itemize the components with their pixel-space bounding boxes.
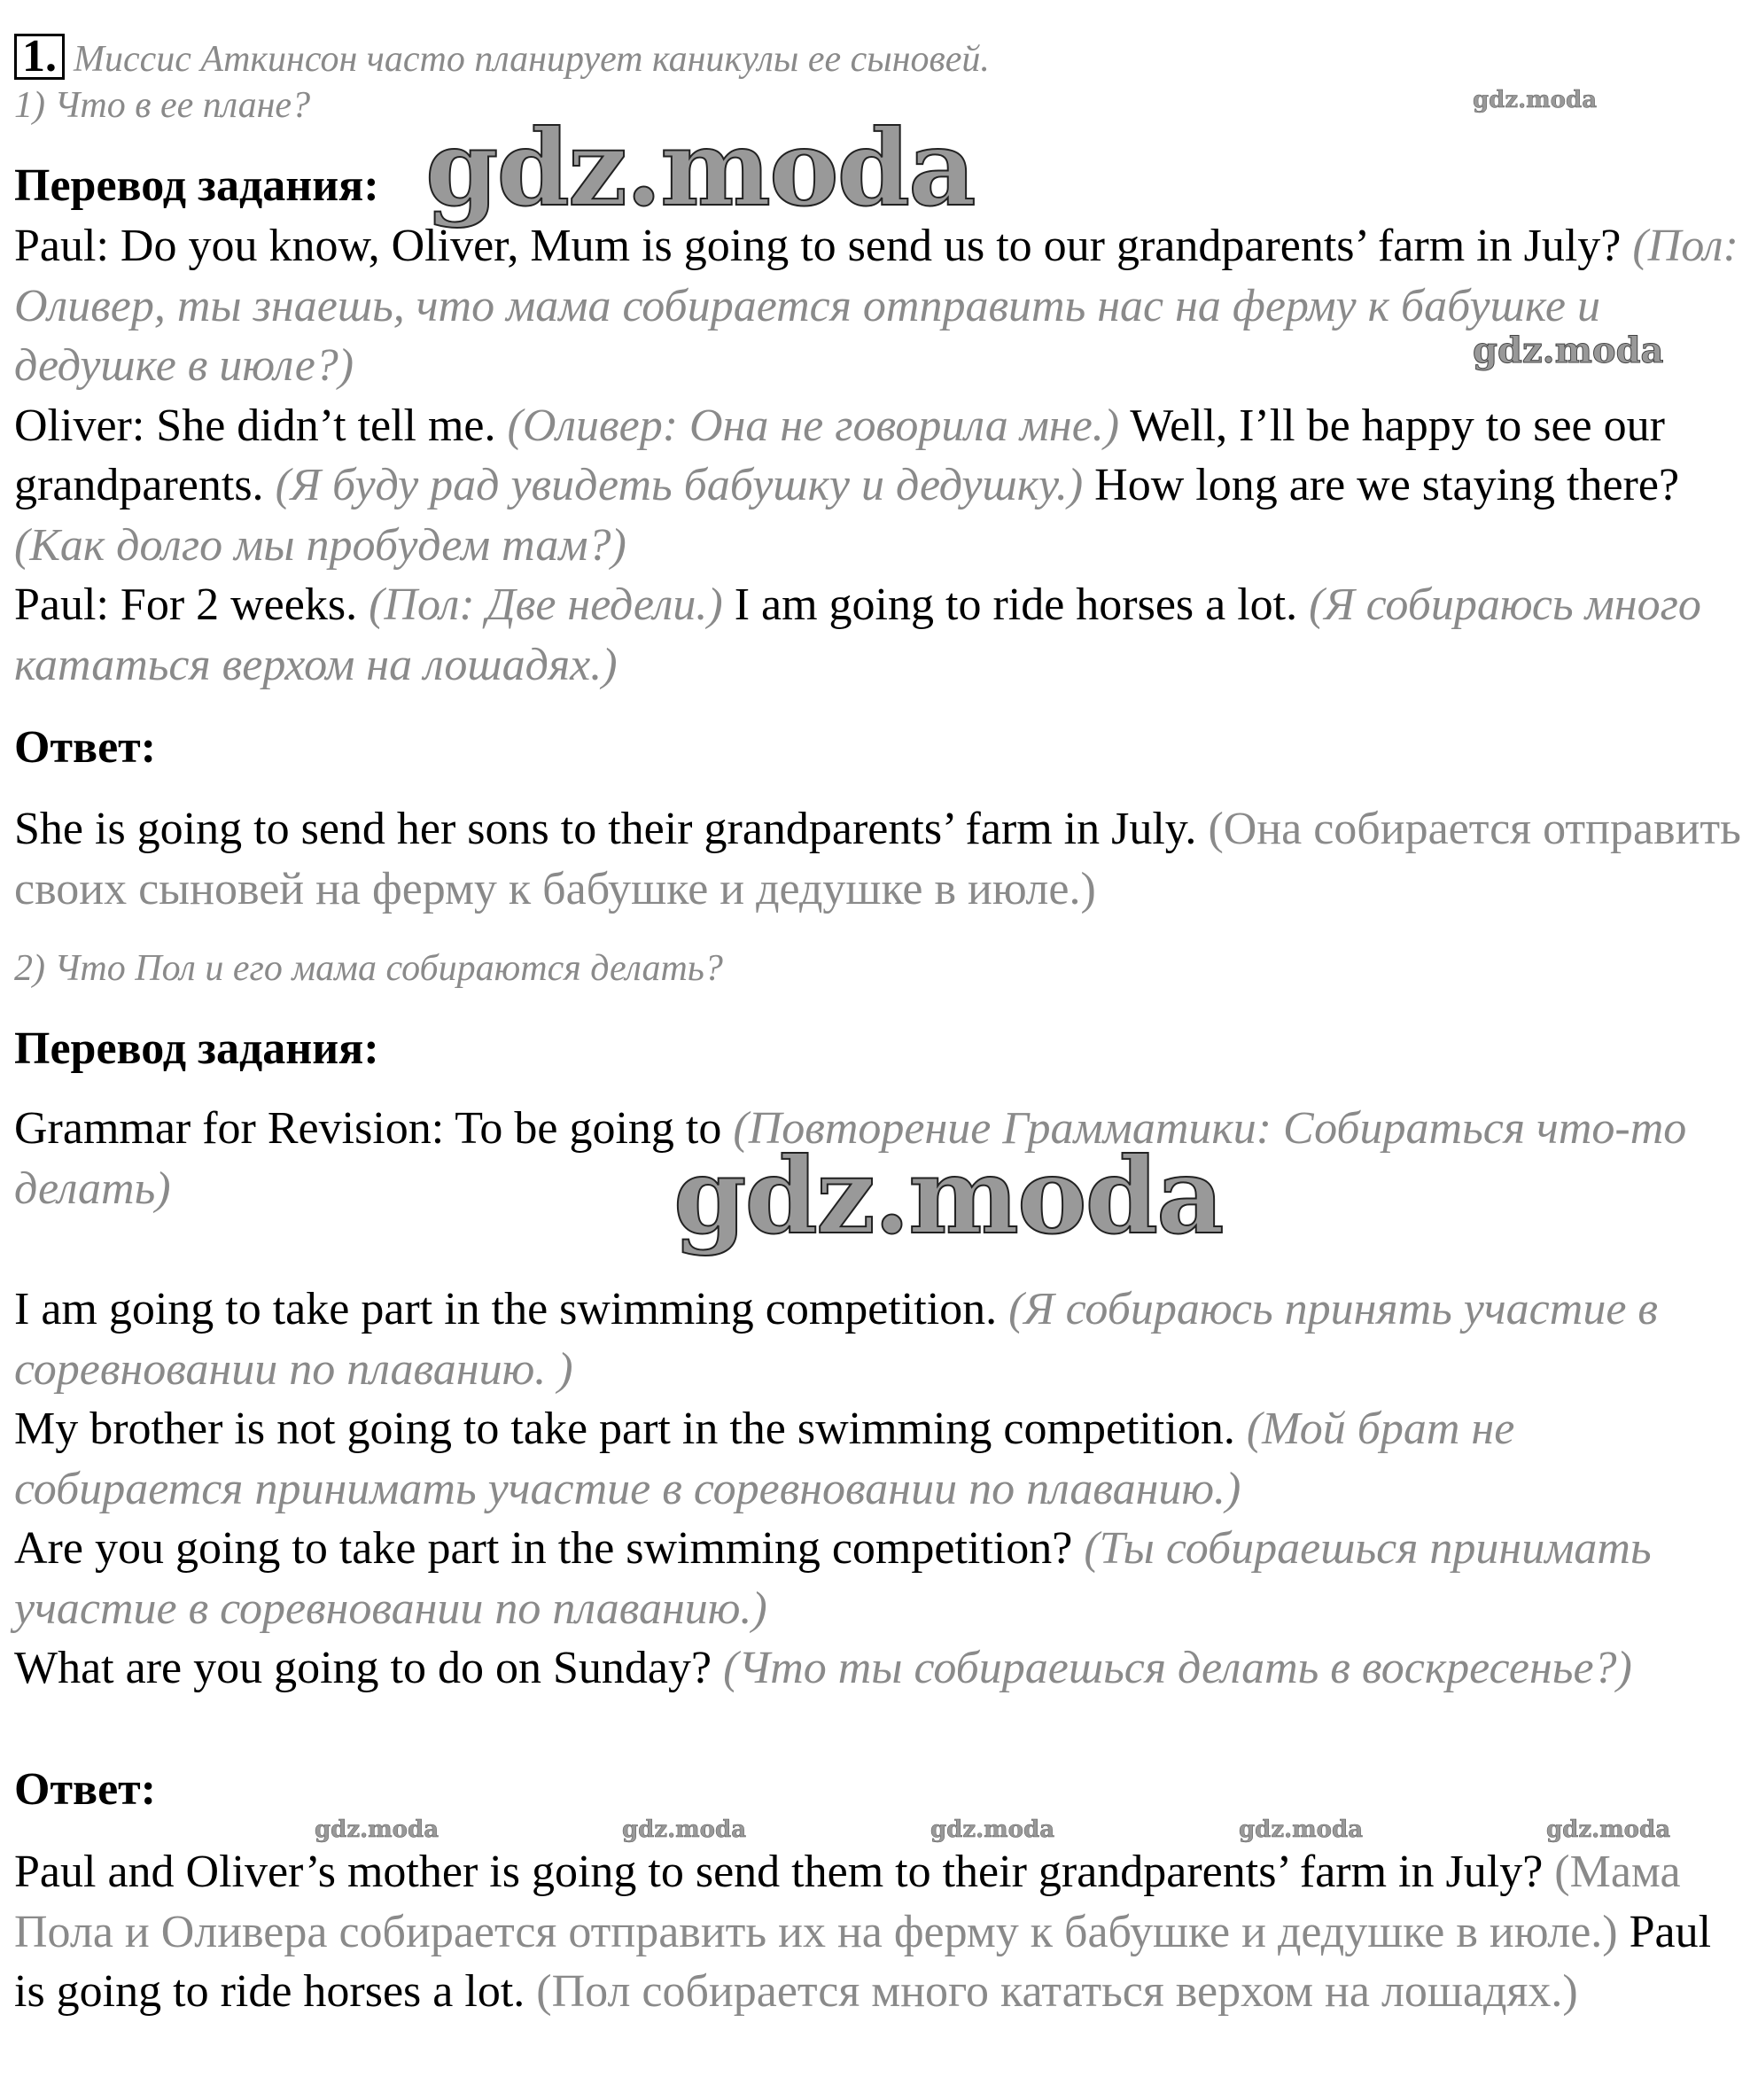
russian-translation: (Она собирается отправить своих сыновей на ферму к бабушке и дедушке в июле.) [14, 804, 1741, 914]
question-1: 1) Что в ее плане? [14, 85, 311, 126]
english-text: I am going to ride horses a lot. [734, 579, 1298, 630]
watermark-logo: gdz.moda [1546, 1816, 1671, 1843]
translation-heading-2: Перевод задания: [14, 1023, 379, 1074]
russian-translation: (Повторение Грамматики: Собираться что-то делать) [14, 1103, 1687, 1214]
russian-translation: (Что ты собираешься делать в воскресенье?) [723, 1643, 1632, 1693]
russian-translation: (Я собираюсь принять участие в соревновании по плаванию. ) [14, 1284, 1658, 1395]
russian-translation: (Я буду рад увидеть бабушку и дедушку.) [275, 460, 1084, 510]
answer-2 [14, 1842, 1751, 2022]
english-text: Paul: For 2 weeks. [14, 579, 358, 630]
answer-1 [14, 799, 1751, 919]
english-text: Grammar for Revision: To be going to [14, 1103, 722, 1154]
english-text: Paul is going to ride horses a lot. [14, 1906, 1712, 2017]
english-text: She is going to send her sons to their grandparents’ farm in July. [14, 804, 1197, 854]
translation-heading-1: Перевод задания: [14, 160, 379, 211]
dialogue-line [14, 396, 1751, 576]
english-text: Paul and Oliver’s mother is going to send them to their grandparents’ farm in July? [14, 1847, 1544, 1897]
example-line [14, 1399, 1751, 1519]
watermark-logo: gdz.moda [1239, 1816, 1364, 1843]
watermark-logo: gdz.moda [315, 1816, 440, 1843]
example-line [14, 1519, 1751, 1638]
question-2: 2) Что Пол и его мама собираются делать? [14, 948, 723, 989]
english-text: Oliver: She didn’t tell me. [14, 400, 496, 451]
example-line [14, 1638, 1751, 1699]
russian-translation: (Мой брат не собирается принимать участие в соревновании по плаванию.) [14, 1404, 1515, 1514]
english-text: My brother is not going to take part in the swimming competition. [14, 1404, 1235, 1454]
examples [14, 1279, 1751, 1699]
russian-translation: (Пол собирается много кататься верхом на лошадях.) [536, 1966, 1578, 2017]
answer-heading-2: Ответ: [14, 1764, 157, 1815]
watermark-logo: gdz.moda [1473, 87, 1598, 113]
english-text: Paul: Do you know, Oliver, Mum is going to send us to our grandparents’ farm in July? [14, 221, 1622, 271]
russian-translation: (Как долго мы пробудем там?) [14, 519, 626, 571]
russian-translation: (Пол: Две недели.) [369, 579, 723, 630]
task-intro: Миссис Аткинсон часто планирует каникулы ее сыновей. [74, 39, 990, 80]
english-text: Well, I’ll be happy to see our grandparents. [14, 400, 1665, 510]
watermark-logo: gdz.moda [622, 1816, 747, 1843]
dialogue [14, 216, 1751, 695]
example-line [14, 1279, 1751, 1399]
watermark-logo: gdz.moda [1473, 330, 1664, 371]
answer-heading-1: Ответ: [14, 722, 157, 773]
russian-translation: (Оливер: Она не говорила мне.) [507, 400, 1120, 451]
watermark-logo: gdz.moda [425, 106, 975, 229]
russian-translation: (Мама Пола и Оливера собирается отправить их на ферму к бабушке и дедушке в июле.) [14, 1847, 1681, 1957]
dialogue-line [14, 575, 1751, 695]
english-text: Are you going to take part in the swimming competition? [14, 1523, 1073, 1574]
task-number: 1. [14, 34, 65, 80]
watermark-logo: gdz.moda [930, 1816, 1055, 1843]
russian-translation: (Я собираюсь много кататься верхом на лошадях.) [14, 579, 1701, 690]
russian-translation: (Ты собираешься принимать участие в соревновании по плаванию.) [14, 1523, 1652, 1634]
english-text: I am going to take part in the swimming competition. [14, 1284, 998, 1334]
russian-translation: (Пол: Оливер, ты знаешь, что мама собирается отправить нас на ферму к бабушке и дедушке в июле?) [14, 221, 1739, 391]
english-text: How long are we staying there? [1094, 460, 1680, 510]
task-header [14, 27, 1751, 87]
english-text: What are you going to do on Sunday? [14, 1643, 712, 1693]
watermark-logo: gdz.moda [673, 1134, 1223, 1257]
